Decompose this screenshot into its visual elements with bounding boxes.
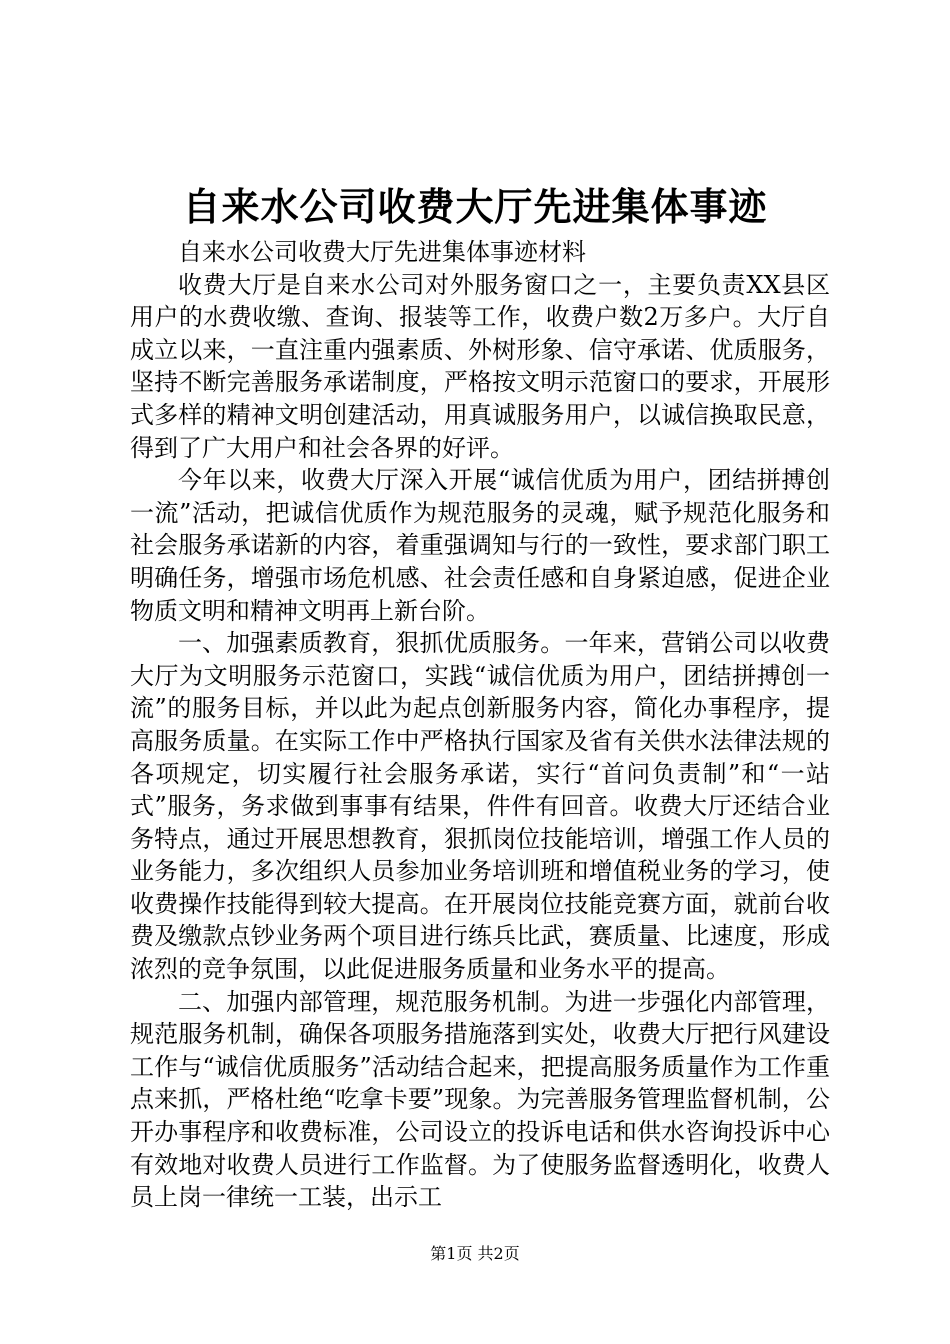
page-footer: 第1页 共2页 (430, 1244, 520, 1263)
paragraph-4: 二、加强内部管理，规范服务机制。为进一步强化内部管理，规范服务机制，确保各项服务措施落到实处，收费大厅把行风建设工作与“诚信优质服务”活动结合起来，把提高服务质量作为工作重点来抓，严格杜绝“吃拿卡要”现象。为完善服务管理监督机制，公开办事程序和收费标准，公司设立的投诉电话和供水咨询投诉中心有效地对收费人员进行工作监督。为了使服务监督透明化，收费人员上岗一律统一工装，出示工 (130, 987, 830, 1212)
document-subtitle: 自来水公司收费大厅先进集体事迹材料 (178, 238, 586, 266)
document-body (130, 236, 830, 1214)
paragraph-1: 收费大厅是自来水公司对外服务窗口之一，主要负责XX县区用户的水费收缴、查询、报装等工作，收费户数2万多户。大厅自成立以来，一直注重内强素质、外树形象、信守承诺、优质服务，坚持不断完善服务承诺制度，严格按文明示范窗口的要求，开展形式多样的精神文明创建活动，用真诚服务用户，以诚信换取民意，得到了广大用户和社会各界的好评。 (130, 270, 830, 462)
paragraph-3: 一、加强素质教育，狠抓优质服务。一年来，营销公司以收费大厅为文明服务示范窗口，实践“诚信优质为用户，团结拼搏创一流”的服务目标，并以此为起点创新服务内容，简化办事程序，提高服务质量。在实际工作中严格执行国家及省有关供水法律法规的各项规定，切实履行社会服务承诺，实行“首问负责制”和“一站式”服务，务求做到事事有结果，件件有回音。收费大厅还结合业务特点，通过开展思想教育，狠抓岗位技能培训，增强工作人员的业务能力，多次组织人员参加业务培训班和增值税业务的学习，使收费操作技能得到较大提高。在开展岗位技能竞赛方面，就前台收费及缴款点钞业务两个项目进行练兵比武，赛质量、比速度，形成浓烈的竞争氛围，以此促进服务质量和业务水平的提高。 (130, 629, 830, 984)
document-title: 自来水公司收费大厅先进集体事迹 (182, 184, 768, 229)
paragraph-2: 今年以来，收费大厅深入开展“诚信优质为用户，团结拼搏创一流”活动，把诚信优质作为规范服务的灵魂，赋予规范化服务和社会服务承诺新的内容，着重强调知与行的一致性，要求部门职工明确任务，增强市场危机感、社会责任感和自身紧迫感，促进企业物质文明和精神文明再上新台阶。 (130, 466, 830, 625)
